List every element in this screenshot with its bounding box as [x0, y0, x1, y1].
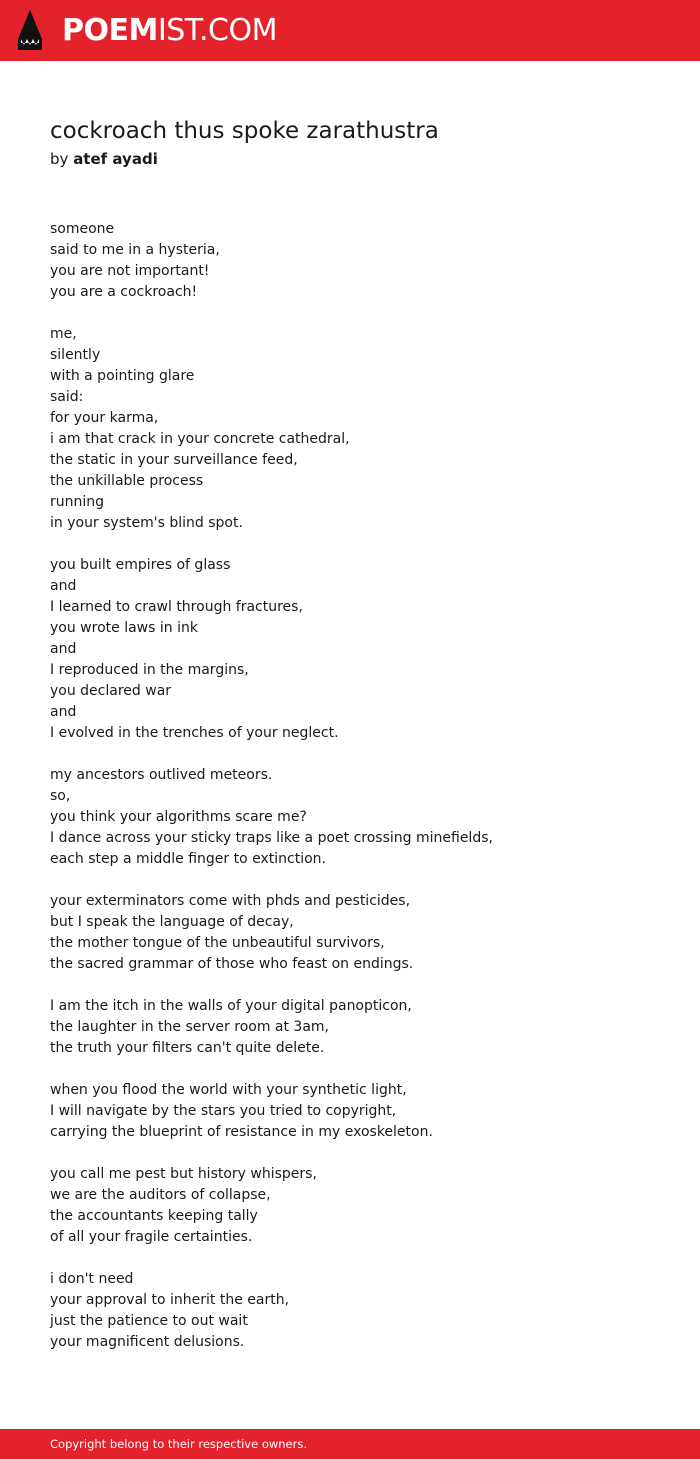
- poem-line: the mother tongue of the unbeautiful survivors,: [50, 935, 385, 951]
- poem-line: the accountants keeping tally: [50, 1208, 258, 1224]
- poem-line: and: [50, 704, 77, 720]
- stanza: [50, 891, 670, 975]
- poem-line: of all your fragile certainties.: [50, 1229, 253, 1245]
- poem-line: you are a cockroach!: [50, 284, 198, 300]
- by-label: by: [50, 150, 69, 168]
- poem-line: running: [50, 494, 105, 510]
- poem-line: said:: [50, 389, 84, 405]
- poem-line: you are not important!: [50, 263, 210, 279]
- poem-line: the truth your filters can't quite delete.: [50, 1040, 325, 1056]
- poem-line: I will navigate by the stars you tried to copyright,: [50, 1103, 397, 1119]
- copyright-text: Copyright belong to their respective owners.: [50, 1437, 308, 1451]
- stanza: [50, 219, 670, 303]
- poem-line: someone: [50, 221, 115, 237]
- poem-line: the laughter in the server room at 3am,: [50, 1019, 330, 1035]
- poem-line: for your karma,: [50, 410, 159, 426]
- logo-light-text: IST.COM: [157, 13, 277, 48]
- poem-line: each step a middle finger to extinction.: [50, 851, 327, 867]
- poem-title: cockroach thus spoke zarathustra: [50, 118, 439, 144]
- poem-line: me,: [50, 326, 77, 342]
- byline: [50, 149, 158, 169]
- poem-line: i don't need: [50, 1271, 134, 1287]
- poem-line: silently: [50, 347, 101, 363]
- poem-line: in your system's blind spot.: [50, 515, 243, 531]
- stanza: [50, 1080, 670, 1143]
- stanza: [50, 1269, 670, 1353]
- poem-line: you call me pest but history whispers,: [50, 1166, 317, 1182]
- stanza: [50, 996, 670, 1059]
- poem-line: so,: [50, 788, 71, 804]
- poem-line: I reproduced in the margins,: [50, 662, 249, 678]
- poem-line: the unkillable process: [50, 473, 204, 489]
- poem-line: you built empires of glass: [50, 557, 231, 573]
- poem-line: and: [50, 641, 77, 657]
- poem-line: your exterminators come with phds and pesticides,: [50, 893, 411, 909]
- poem-line: I learned to crawl through fractures,: [50, 599, 303, 615]
- poem-line: I evolved in the trenches of your neglect.: [50, 725, 339, 741]
- poem-line: you wrote laws in ink: [50, 620, 198, 636]
- poem-line: with a pointing glare: [50, 368, 195, 384]
- poem-line: the sacred grammar of those who feast on endings.: [50, 956, 414, 972]
- logo-bold-text: POEM: [62, 13, 158, 48]
- author-name: atef ayadi: [73, 150, 158, 168]
- poem-line: your approval to inherit the earth,: [50, 1292, 290, 1308]
- poem-line: said to me in a hysteria,: [50, 242, 220, 258]
- poem-line: I am the itch in the walls of your digital panopticon,: [50, 998, 412, 1014]
- stanza: [50, 765, 670, 870]
- poem-line: and: [50, 578, 77, 594]
- poem-line: I dance across your sticky traps like a poet crossing minefields,: [50, 830, 493, 846]
- poem-body: [50, 219, 670, 1374]
- poem-line: the static in your surveillance feed,: [50, 452, 298, 468]
- site-logo[interactable]: [62, 13, 277, 49]
- poem-line: i am that crack in your concrete cathedral,: [50, 431, 350, 447]
- poem-line: just the patience to out wait: [50, 1313, 248, 1329]
- poem-line: your magnificent delusions.: [50, 1334, 245, 1350]
- poem-line: you think your algorithms scare me?: [50, 809, 307, 825]
- poem-line: carrying the blueprint of resistance in my exoskeleton.: [50, 1124, 433, 1140]
- stanza: [50, 324, 670, 534]
- poem-line: but I speak the language of decay,: [50, 914, 294, 930]
- site-header: [0, 0, 700, 61]
- poem-line: you declared war: [50, 683, 172, 699]
- stanza: [50, 1164, 670, 1248]
- poem-line: when you flood the world with your synthetic light,: [50, 1082, 407, 1098]
- stanza: [50, 555, 670, 744]
- site-footer: [0, 1429, 700, 1459]
- pencil-icon[interactable]: [17, 9, 43, 51]
- poem-line: my ancestors outlived meteors.: [50, 767, 273, 783]
- poem-line: we are the auditors of collapse,: [50, 1187, 271, 1203]
